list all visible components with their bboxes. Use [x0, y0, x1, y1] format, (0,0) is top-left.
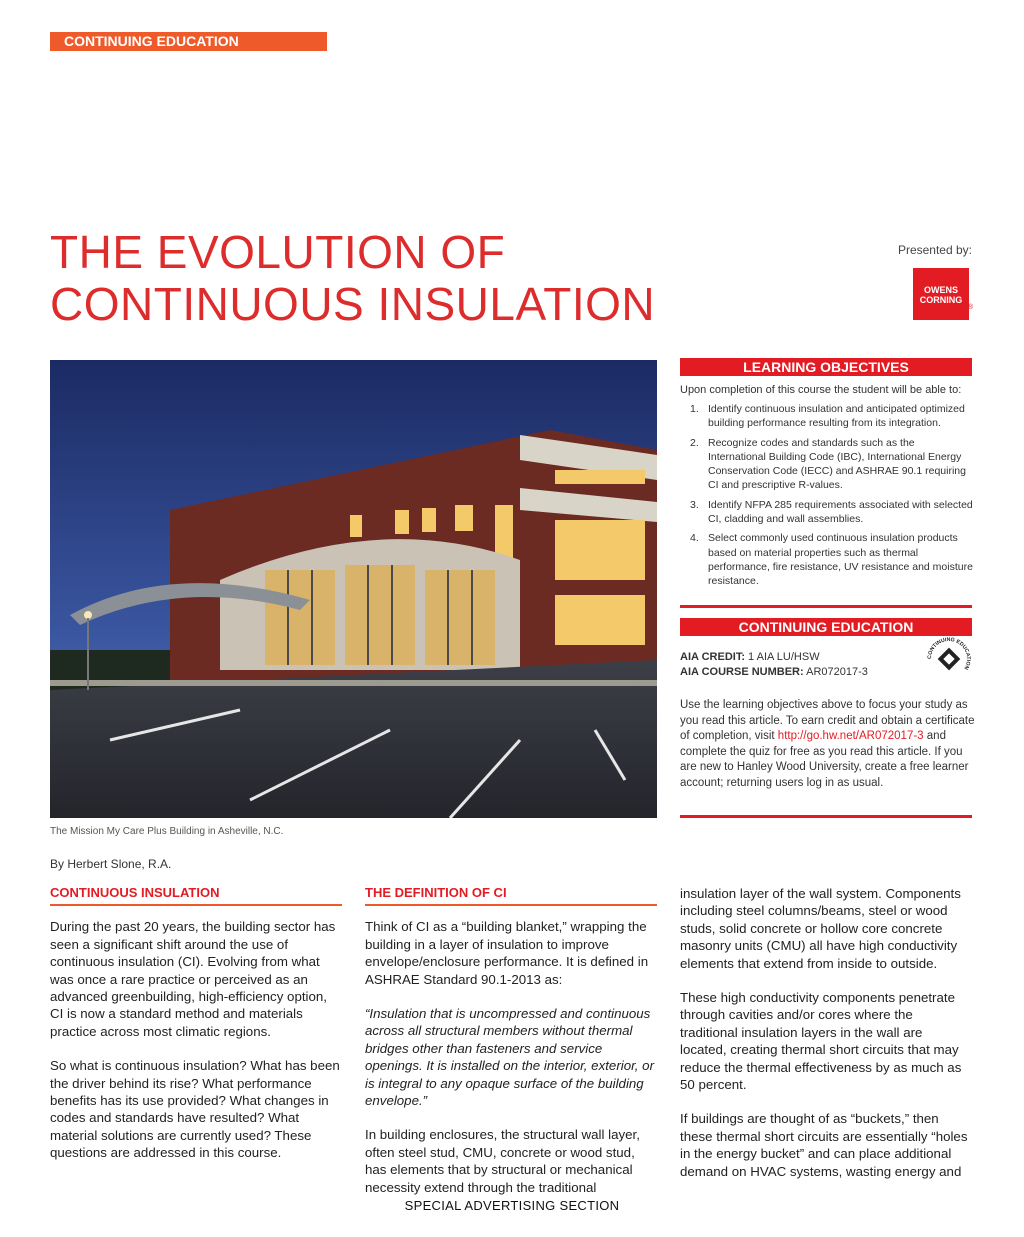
badge-text: CONTINUING EDUCATION: [926, 636, 972, 671]
page-footer: SPECIAL ADVERTISING SECTION: [404, 1198, 620, 1213]
credit-info: [680, 650, 868, 680]
logo-line-1: OWENS: [923, 285, 958, 295]
sidebar-bottom-rule: [680, 815, 972, 818]
learning-objectives-intro: Upon completion of this course the student will be able to:: [680, 384, 962, 396]
objective-number: 3.: [690, 498, 699, 511]
learning-objectives-heading: LEARNING OBJECTIVES: [680, 358, 972, 376]
course-number-value: AR072017-3: [806, 666, 868, 678]
paragraph: Think of CI as a “building blanket,” wrapping the building in a layer of insulation to improve envelope/enclosure performance. It is defined in ASHRAE Standard 90.1-2013 as:: [365, 919, 649, 987]
article-column-1: [50, 884, 342, 1179]
objective-item: [690, 531, 975, 588]
photo-caption: The Mission My Care Plus Building in Asheville, N.C.: [50, 826, 284, 837]
learning-objectives-list: [690, 402, 975, 594]
article-title: [50, 226, 690, 330]
ashrae-quote: “Insulation that is uncompressed and continuous across all structural members without thermal bridges other than fasteners and service openings. It is installed on the interior, exterior, or is integral to any opaque surface of the building envelope.”: [365, 1006, 654, 1109]
aia-credit-value: 1 AIA LU/HSW: [748, 651, 820, 663]
title-line-1: THE EVOLUTION OF: [50, 226, 506, 278]
paragraph: If buildings are thought of as “buckets,” then these thermal short circuits are essentially “holes in the energy bucket” and can place additional demand on HVAC systems, wasting energy and: [680, 1111, 968, 1179]
course-number-label: AIA COURSE NUMBER:: [680, 666, 804, 678]
objective-item: [690, 436, 975, 493]
objective-text: Identify continuous insulation and anticipated optimized building performance resulting from its integration.: [708, 403, 965, 430]
objective-number: 4.: [690, 532, 699, 545]
section-heading-definition-of-ci: THE DEFINITION OF CI: [365, 884, 657, 906]
paragraph: insulation layer of the wall system. Components including steel columns/beams, steel or wood studs, solid concrete or hollow core concrete masonry units (CMU) all have high conductivity elements that extend from inside to outside.: [680, 886, 961, 971]
objective-text: Select commonly used continuous insulation products based on material properties such as thermal performance, fire resistance, UV resistance and moisture resistance.: [708, 532, 973, 588]
course-link[interactable]: http://go.hw.net/AR072017-3: [777, 730, 924, 742]
paragraph: These high conductivity components penetrate through cavities and/or cores where the traditional insulation layers in the wall are located, creating thermal short circuits that may reduce the thermal effectiveness by as much as 50 percent.: [680, 990, 962, 1093]
objective-text: Recognize codes and standards such as the International Building Code (IBC), International Energy Conservation Code (IECC) and ASHRAE 90.1 requiring CI and prescriptive R-values.: [708, 436, 966, 492]
aia-credit-row: [680, 650, 868, 665]
sidebar-divider: [680, 605, 972, 608]
paragraph: So what is continuous insulation? What has been the driver behind its rise? What performance benefits has its use provided? What changes in codes and standards have resulted? What material solutions are currently used? These questions are addressed in this course.: [50, 1058, 340, 1161]
section-banner: CONTINUING EDUCATION: [50, 32, 327, 51]
paragraph: In building enclosures, the structural wall layer, often steel stud, CMU, concrete or wood stud, has elements that by structural or mechanical necessity extend through the traditional: [365, 1127, 640, 1195]
logo-line-2: CORNING: [919, 295, 963, 305]
study-instructions: [680, 698, 975, 791]
article-column-3: [680, 885, 972, 1197]
article-column-2: [365, 884, 657, 1213]
building-photo: [50, 360, 657, 818]
objective-number: 1.: [690, 403, 699, 415]
author-byline: By Herbert Slone, R.A.: [50, 857, 172, 871]
instructions-text-end: and complete the quiz for free as you read this article. If you are new to Hanley Wood University, create a free learner account; returning users log in as usual.: [680, 730, 969, 789]
title-line-2: CONTINUOUS INSULATION: [50, 278, 656, 330]
objective-item: [690, 498, 975, 527]
continuing-education-heading: CONTINUING EDUCATION: [680, 618, 972, 636]
owens-corning-logo: [913, 268, 969, 320]
section-heading-continuous-insulation: CONTINUOUS INSULATION: [50, 884, 342, 906]
instructions-text-start: Use the learning objectives above to focus your study as you read this article. To earn credit and obtain a certificate of completion, visit: [680, 699, 975, 742]
aia-credit-label: AIA CREDIT:: [680, 651, 745, 663]
objective-number: 2.: [690, 436, 699, 449]
presented-by-label: Presented by:: [897, 243, 972, 257]
objective-text: Identify NFPA 285 requirements associated with selected CI, cladding and wall assemblies.: [708, 498, 973, 526]
continuing-education-badge-icon: [924, 634, 974, 684]
registered-mark: ®: [968, 304, 974, 311]
objective-item: [690, 402, 975, 431]
paragraph: During the past 20 years, the building sector has seen a significant shift around the use of continuous insulation (CI). Evolving from what was once a rare practice or perceived as an advanced greenbuilding, high-efficiency option, CI is now a standard method and materials practice across most climatic regions.: [50, 919, 336, 1039]
building-illustration: [50, 360, 657, 818]
course-number-row: [680, 665, 868, 680]
